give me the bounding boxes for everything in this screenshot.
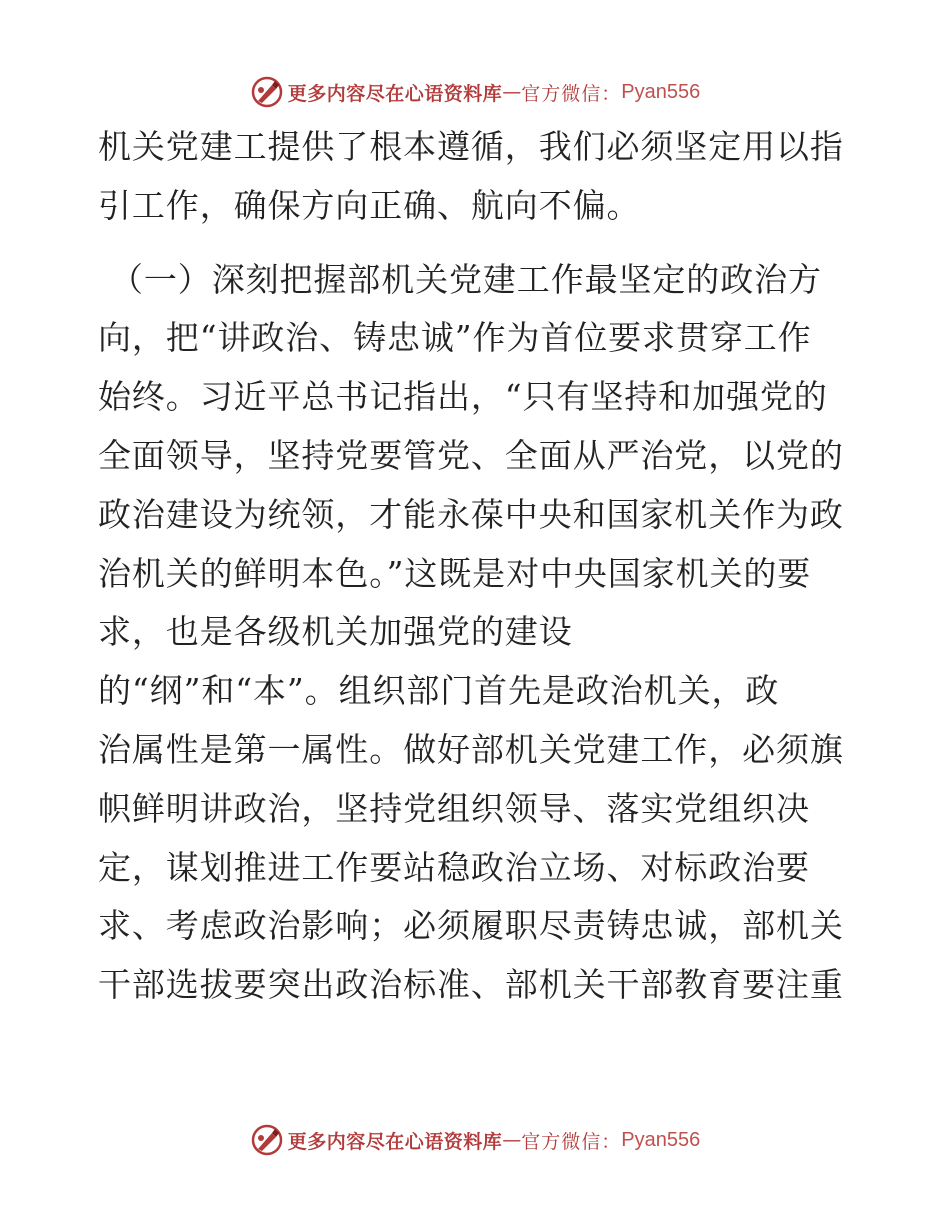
text-line: 干部选拔要突出政治标准、部机关干部教育要注重	[98, 965, 844, 1005]
text-line: 帜鲜明讲政治，坚持党组织领导、落实党组织决	[98, 788, 810, 828]
text-line: 引工作，确保方向正确、航向不偏。	[98, 185, 641, 225]
pen-logo-icon	[250, 1123, 284, 1157]
text-line: 求、考虑政治影响；必须履职尽责铸忠诚，部机关	[98, 906, 844, 946]
text-line: 治机关的鲜明本色。”这既是对中央国家机关的要	[98, 553, 812, 593]
text-line: 的“纲”和“本”。组织部门首先是政治机关，政	[98, 671, 780, 711]
text-line: 求，也是各级机关加强党的建设	[98, 612, 573, 652]
document-body	[98, 118, 858, 1015]
text-line: 向，把“讲政治、铸忠诚”作为首位要求贯穿工作	[98, 318, 812, 358]
text-line: 全面领导，坚持党要管党、全面从严治党，以党的	[98, 435, 844, 475]
text-line: 政治建设为统领，才能永葆中央和国家机关作为政	[98, 494, 844, 534]
watermark-main-text: 更多内容尽在心语资料库	[287, 1130, 503, 1153]
text-line: 定，谋划推进工作要站稳政治立场、对标政治要	[98, 847, 810, 887]
watermark-dash: —	[502, 81, 522, 103]
watermark-main-text: 更多内容尽在心语资料库	[287, 82, 503, 105]
header-watermark	[0, 72, 950, 112]
watermark-wechat-label: 官方微信：	[521, 82, 622, 105]
watermark-wechat-id: Pyan556	[621, 1128, 701, 1151]
footer-watermark	[0, 1120, 950, 1160]
watermark-dash: —	[502, 1129, 522, 1151]
watermark-wechat-label: 官方微信：	[521, 1130, 622, 1153]
text-line: 治属性是第一属性。做好部机关党建工作，必须旗	[98, 729, 844, 769]
text-line: 机关党建工提供了根本遵循，我们必须坚定用以指	[98, 127, 844, 166]
text-line: 始终。习近平总书记指出，“只有坚持和加强党的	[98, 377, 828, 417]
pen-logo-icon	[250, 75, 284, 109]
section-heading-line: （一）深刻把握部机关党建工作最坚定的政治方	[110, 259, 822, 299]
watermark-wechat-id: Pyan556	[621, 80, 701, 103]
